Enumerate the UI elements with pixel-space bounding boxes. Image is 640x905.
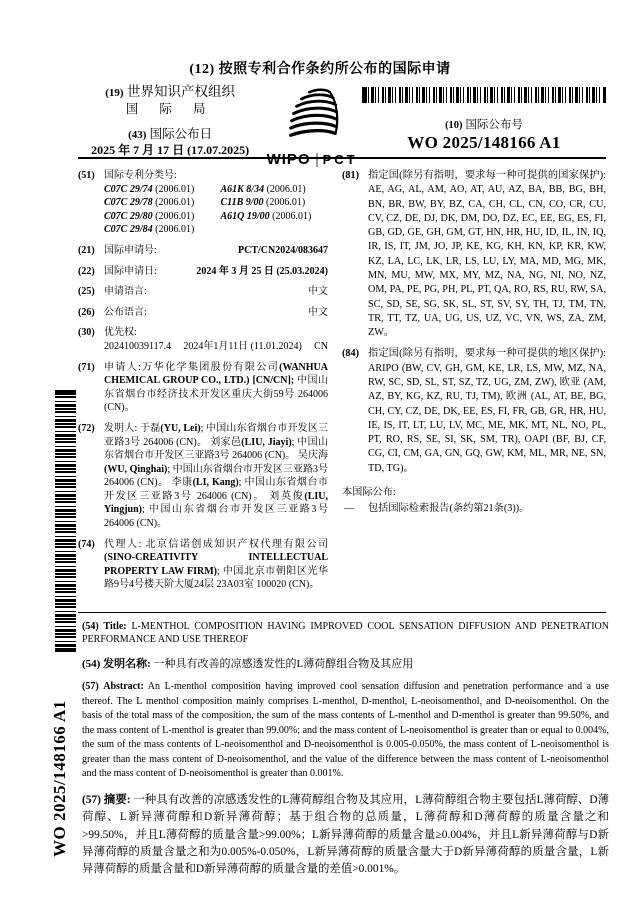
- field-84-number: (84): [342, 348, 359, 360]
- header: [78, 84, 606, 168]
- title-abstract-section: [82, 620, 609, 879]
- field-30-priority: [78, 326, 328, 353]
- field-72-inventors: [78, 422, 328, 531]
- published-heading: 本国际公布:: [342, 486, 396, 498]
- priority-country: CN: [314, 340, 328, 352]
- publication-number-value: WO 2025/148166 A1: [407, 133, 561, 152]
- field-54-number-zh: (54): [82, 658, 101, 671]
- ipc-row: [104, 196, 328, 210]
- ipc-version: (2006.01): [272, 210, 312, 222]
- header-divider-rule: [78, 157, 606, 159]
- ipc-code: A61K 8/34: [220, 183, 265, 195]
- field-57-abstract-en: [82, 680, 609, 782]
- title-section-divider-rule: [78, 612, 606, 613]
- ipc-version: (2006.01): [266, 183, 306, 195]
- ipc-version: (2006.01): [266, 197, 306, 209]
- field-54-title-zh: [82, 655, 609, 671]
- field-21-application-number: [78, 244, 328, 258]
- field-25-number: (25): [78, 286, 95, 298]
- application-number-label: 国际申请号:: [104, 244, 157, 256]
- wipo-pct-wordmark: [262, 151, 362, 168]
- ipc-version: (2006.01): [155, 183, 195, 195]
- field-19-number: (19): [105, 87, 124, 99]
- publication-number-label-line: [362, 116, 606, 132]
- right-column: [342, 169, 606, 599]
- inventor-name-zh: 刘英俊: [269, 490, 305, 502]
- publication-number-block: [362, 84, 606, 168]
- inventor-name-en: (LIU, Yingjun): [104, 490, 328, 516]
- inventor-name-zh: 刘家邑: [210, 436, 242, 448]
- inventor-address: ; 中国山东省烟台市开发区三亚路3号 264006 (CN)。: [104, 436, 328, 462]
- pct-treaty-line: (12) 按照专利合作条约所公布的国际申请: [189, 62, 451, 77]
- field-30-number: (30): [78, 327, 95, 339]
- ipc-row: [104, 183, 328, 197]
- field-54-title-en: [82, 620, 609, 646]
- bibliographic-columns: [78, 169, 606, 599]
- ipc-code: C07C 29/74: [104, 183, 153, 195]
- abstract-en-value: An L-menthol composition having improved cool sensation diffusion and penetration performance and a use thereof. The L menthol composition mainly comprises L-menthol, D-menthol, L-neoisomenthol, and D-neoisomenthol. On the basis of the total mass of the composition, the sum of the mass contents of L-menthol and D-menthol is greater than 99.50%, and the mass content of L-menthol is greater than 99.00%; and the mass content of L-neoisomenthol is greater than or equal to 0.004%, the sum of the mass contents of L-neoisomenthol and D-neoisomenthol is 0.005-0.050%, the mass content of L-neoisomenthol is greater than the mass content of D-neoisomenthol, and the value of the difference between the mass content of L-neoisomenthol and the mass content of D-neoisomenthol is greater than 0.001%.: [82, 681, 609, 780]
- left-column: [78, 169, 328, 599]
- org-bureau: 国 际 局: [125, 101, 215, 116]
- publication-language-value: 中文: [308, 306, 328, 318]
- field-84-regional-states: [342, 347, 606, 476]
- published-item: [342, 502, 606, 516]
- ipc-row: [104, 210, 328, 224]
- inventor-name-en: (LIU, Jiayi): [241, 436, 292, 448]
- abstract-zh-key: 摘要:: [103, 793, 131, 806]
- ipc-version: (2006.01): [155, 210, 195, 222]
- ipc-row: [104, 223, 328, 237]
- ipc-version: (2006.01): [155, 224, 195, 236]
- org-name: 世界知识产权组织: [126, 84, 235, 99]
- barcode-horizontal: [362, 87, 606, 103]
- field-22-filing-date: [78, 265, 328, 279]
- publication-date-label-line: [78, 127, 262, 143]
- barcode-vertical: [55, 390, 76, 652]
- applicant-name-en: (WANHUA CHEMICAL GROUP CO., LTD.) [CN/CN];: [104, 361, 328, 387]
- inventor-address: ; 中国山东省烟台市开发区三亚路3号 264006 (CN)。: [104, 504, 328, 530]
- publication-date-label: 国际公布日: [149, 126, 213, 141]
- wipo-logo-block: [262, 84, 362, 168]
- ipc-code: C07C 29/78: [104, 197, 153, 209]
- field-71-number: (71): [78, 361, 95, 373]
- pct-wordmark: PCT: [322, 152, 358, 167]
- inventor-name-en: (YU, Lei): [160, 422, 201, 434]
- field-10-number: (10): [445, 120, 463, 131]
- ipc-code: A61Q 19/00: [220, 210, 270, 222]
- filing-date-label: 国际申请日:: [104, 265, 157, 277]
- regional-states-text: 指定国(除另有指明，要求每一种可提供的地区保护): ARIPO (BW, CV, GH, GM, KE, LR, LS, MW, MZ, NA, RW, SC, SD, SL, ST, SZ, TZ, UG, ZM, ZW), 欧亚 (AM, AZ, BY, KG, KZ, RU, TJ, TM), 欧洲 (AL, AT, BE, BG, CH, CY, CZ, DE, DK, EE, ES, FI, FR, GB, GR, HR, HU, IE, IS, IT, LT, LU, LV, MC, ME, MK, MT, NL, NO, PL, PT, RO, RS, SE, SI, SK, SM, TR), OAPI (BF, BJ, CF, CG, CI, CM, GA, GN, GQ, GW, KM, ML, MR, NE, SN, TD, TG)。: [368, 348, 606, 474]
- inventor-address: ; 中国山东省烟台市开发区三亚路3号 264006 (CN)。: [104, 477, 329, 502]
- abstract-zh-value: 一种具有改善的凉感透发性的L薄荷醇组合物及其应用，L薄荷醇组合物主要包括L薄荷醇、D薄荷醇、L新异薄荷醇和D新异薄荷醇；基于组合物的总质量，L薄荷醇和D薄荷醇的质量含量之和>99.50%，并且L薄荷醇的质量含量>99.00%；L新异薄荷醇的质量含量≥0.004%，并且L新异薄荷醇与D新异薄荷醇的质量含量之和为0.005%-0.050%，L新异薄荷醇的质量含量大于D新异薄荷醇的质量含量，L新异薄荷醇的质量含量和D新异薄荷醇的质量含量的差值>0.001%。: [82, 793, 609, 876]
- field-25-filing-language: [78, 285, 328, 299]
- field-43-number: (43): [128, 128, 147, 141]
- agent-name-en: (SINO-CREATIVITY INTELLECTUAL PROPERTY LAW FIRM): [104, 552, 328, 577]
- title-zh-key: 发明名称:: [103, 658, 151, 671]
- field-26-number: (26): [78, 306, 95, 318]
- abstract-en-key: Abstract:: [103, 681, 144, 693]
- inventor-address: ; 中国山东省烟台市开发区三亚路3号 264006 (CN)。: [104, 463, 329, 489]
- publication-date-value: 2025 年 7 月 17 日 (17.07.2025): [91, 143, 250, 158]
- agent-address: ; 中国北京市朝阳区光华路9号4号楼天阶大厦24层 23A03室 100020 (CN)。: [104, 565, 328, 591]
- filing-language-label: 申请语言:: [104, 286, 147, 298]
- priority-application-number: 202410039117.4: [104, 340, 172, 352]
- publication-number-vertical: WO 2025/148166 A1: [50, 700, 69, 857]
- field-26-publication-language: [78, 306, 328, 320]
- published-item-text: 包括国际检索报告(条约第21条(3))。: [368, 503, 530, 515]
- inventor-name-zh: 吴庆海: [297, 450, 328, 462]
- ipc-version: (2006.01): [155, 197, 195, 209]
- title-en-key: Title:: [103, 621, 127, 632]
- ipc-label: 国际专利分类号:: [104, 170, 177, 181]
- field-22-number: (22): [78, 265, 95, 277]
- field-81-designated-states: [342, 169, 606, 340]
- publication-number-label: 国际公布号: [465, 119, 523, 131]
- field-57-abstract-zh: [82, 792, 609, 879]
- field-81-number: (81): [342, 170, 359, 181]
- designated-states-text: 指定国(除另有指明，要求每一种可提供的国家保护): AE, AG, AL, AM, AO, AT, AU, AZ, BA, BB, BG, BH, BN, BR, BW, BY, BZ, CA, CH, CL, CN, CO, CR, CU, CV, CZ, DE, DJ, DK, DM, DO, DZ, EC, EE, EG, ES, FI, GB, GD, GE, GH, GM, GT, HN, HR, HU, ID, IL, IN, IQ, IR, IS, IT, JM, JO, JP, KE, KG, KH, KN, KP, KR, KW, KZ, LA, LC, LK, LR, LS, LU, LY, MA, MD, MG, MK, MN, MU, MW, MX, MY, MZ, NA, NG, NI, NO, NZ, OM, PA, PE, PG, PH, PL, PT, QA, RO, RS, RU, RW, SA, SC, SD, SE, SG, SK, SL, ST, SV, SY, TH, TJ, TM, TN, TR, TT, TZ, UA, UG, US, UZ, VC, VN, WS, ZA, ZM, ZW。: [368, 170, 606, 339]
- field-57-number-zh: (57): [82, 793, 101, 806]
- field-51-ipc: [78, 169, 328, 237]
- ipc-code: C07C 29/80: [104, 210, 153, 222]
- inventor-name-zh: 于磊: [140, 422, 161, 434]
- field-57-number: (57): [82, 681, 99, 693]
- inventor-name-en: (LI, Kang): [192, 477, 239, 489]
- inventor-name-zh: 李康: [171, 477, 193, 489]
- filing-language-value: 中文: [308, 286, 328, 298]
- inventor-address: ; 中国山东省烟台市开发区三亚路3号 264006 (CN)。: [104, 422, 329, 448]
- applicant-name-zh: 申请人:万华化学集团股份有限公司: [104, 361, 280, 373]
- ipc-code: C11B 9/00: [220, 197, 264, 209]
- org-name-line: [78, 84, 262, 101]
- priority-label: 优先权:: [104, 327, 137, 339]
- field-54-number: (54): [82, 621, 99, 632]
- field-21-number: (21): [78, 244, 95, 256]
- filing-date-value: 2024 年 3 月 25 日 (25.03.2024): [196, 265, 328, 277]
- field-74-number: (74): [78, 538, 95, 550]
- field-74-agent: [78, 538, 328, 592]
- applicant-address: 中国山东省烟台市经济技术开发区重庆大街59号 264006 (CN)。: [104, 375, 329, 414]
- inventor-name-en: (WU, Qinghai): [104, 463, 168, 475]
- ipc-code: C07C 29/84: [104, 224, 153, 236]
- issuing-office-block: [78, 84, 262, 168]
- wipo-wordmark: WIPO: [266, 151, 311, 168]
- title-en-value: L-MENTHOL COMPOSITION HAVING IMPROVED COOL SENSATION DIFFUSION AND PENETRATION PERFORMANCE AND USE THEREOF: [82, 621, 609, 646]
- application-number-value: PCT/CN2024/083647: [238, 244, 328, 256]
- wipo-globe-icon: [281, 85, 343, 143]
- agent-name-zh: 代理人: 北京信诺创成知识产权代理有限公司: [104, 538, 328, 550]
- wordmark-divider: [316, 153, 318, 167]
- publication-language-label: 公布语言:: [104, 306, 147, 318]
- title-zh-value: 一种具有改善的凉感透发性的L薄荷醇组合物及其应用: [153, 658, 414, 671]
- priority-date: 2024年1月11日 (11.01.2024): [183, 340, 302, 352]
- field-71-applicant: [78, 361, 328, 415]
- published-item-dash: —: [344, 503, 355, 515]
- field-51-number: (51): [78, 170, 95, 181]
- inventors-prefix: 发明人:: [104, 422, 141, 434]
- field-72-number: (72): [78, 422, 95, 434]
